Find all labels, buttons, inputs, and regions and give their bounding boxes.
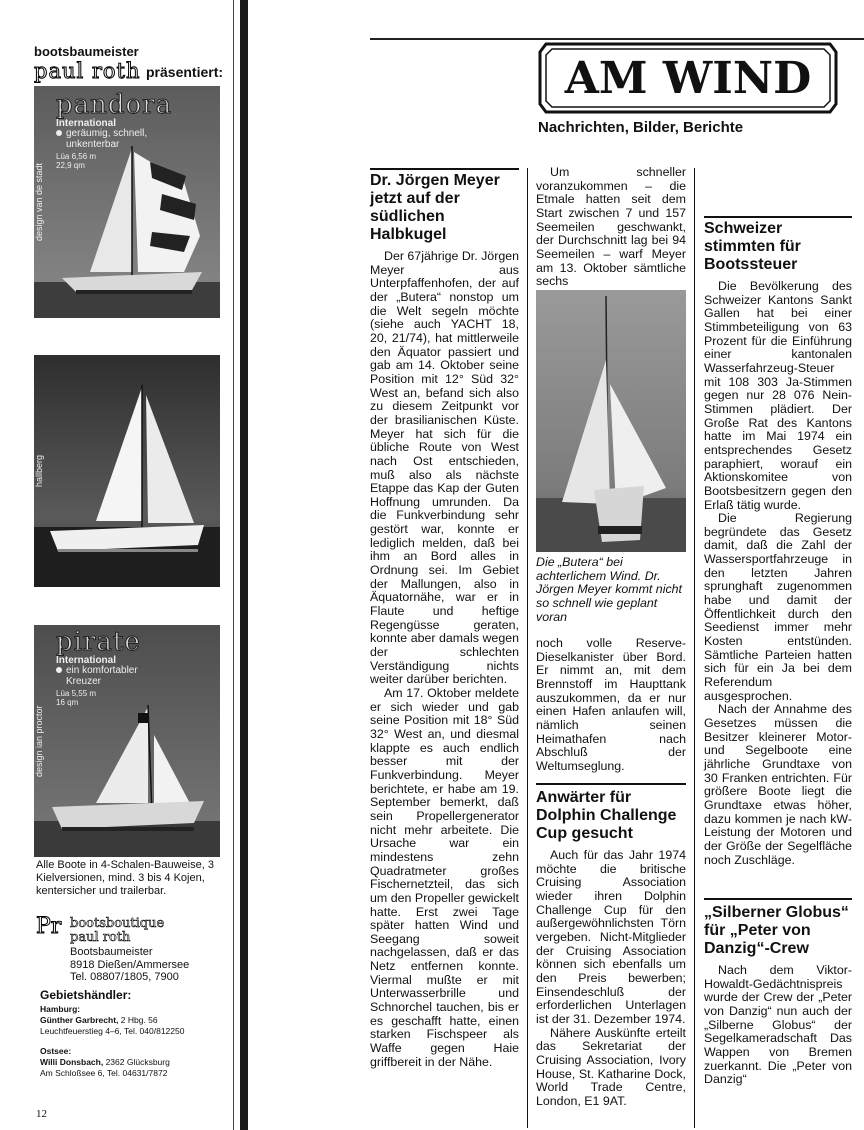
schweizer-top-rule	[704, 216, 852, 218]
pandora-name: pandora	[56, 90, 173, 120]
page-gutter	[240, 0, 248, 1130]
second-boat-image	[34, 355, 220, 587]
butera-photo	[536, 290, 686, 552]
pandora-feature-2: unkenterbar	[66, 139, 120, 150]
headline-dolphin: Anwärter für Dolphin Challenge Cup gesucht	[536, 789, 677, 842]
pirate-spec-2: 16 qm	[56, 698, 79, 707]
dealer-address: Am Schloßsee 6, Tel. 04631/7872	[40, 1068, 168, 1078]
pandora-feature-1: geräumig, schnell,	[66, 128, 148, 139]
meyer-paragraph-4: noch volle Reserve-Dieselkanister über Bord. Er nimmt an, mit dem Brennstoff im Haupttank auszukommen, da er nur einen Hafen anlaufen will, nämlich seinen Heimathafen nach Abschluß der Weltumseglung.	[536, 636, 686, 773]
dealer-name: Willi Donsbach,	[40, 1057, 104, 1067]
pirate-feature-1: ein komfortabler	[66, 665, 138, 676]
dealer-city: 2362 Glücksburg	[103, 1057, 170, 1067]
dealer-hamburg	[40, 1004, 184, 1037]
shop-address-line-1: Bootsbaumeister	[70, 946, 153, 958]
headline-globus: „Silberner Globus“ für „Peter von Danzig“-Crew	[704, 904, 849, 957]
headline-meyer: Dr. Jörgen Meyer jetzt auf der südlichen Halbkugel	[370, 172, 500, 243]
schweizer-paragraph-2: Die Regierung begründete das Gesetz damit, daß die Zahl der Wassersportfahrzeuge in den letzten Jahren sprunghaft zugenommen habe und damit der Öffentlichkeit durch den Seedienst immer mehr Kosten entstünden. Sämtliche Parteien hatten sich für ein Ja bei dem Referendum ausgesprochen.	[704, 511, 852, 703]
pirate-spec-1: Lüa 5,55 m	[56, 689, 97, 698]
dealer-ostsee	[40, 1046, 170, 1079]
butera-boat-image	[536, 290, 686, 552]
dealer-line	[40, 1057, 170, 1068]
schweizer-paragraph-3: Nach der Annahme des Gesetzes müssen die Besitzer kleinerer Motor- und Segelboote eine jährliche Grundtaxe von 30 Franken entrichten. Für größere Boote liegt die Grundtaxe etwas höher, dazu kommen je nach kW-Leistung der Motoren und der Größe der Segelfläche noch Zuschläge.	[704, 702, 852, 867]
pandora-subtitle: International	[56, 118, 117, 129]
column-divider	[527, 168, 528, 1128]
col1-top-rule	[370, 168, 519, 170]
dolphin-paragraph-2: Nähere Auskünfte erteilt das Sekretariat der Cruising Association, Ivory House, St. Katharine Dock, World Trade Centre, London, E1 9AT.	[536, 1025, 686, 1108]
second-boat-designer: hallberg	[34, 454, 44, 488]
meyer-paragraph-1: Der 67jährige Dr. Jörgen Meyer aus Unterpfaffenhofen, der auf der „Butera“ nonstop um die Welt segeln möchte (siehe auch YACHT 18, 20, 21/74), hat mittlerweile den Äquator passiert und gab am 14. Oktober seine Position mit 12° Süd 32° West an, befand sich also zu diesem Zeitpunkt vor der brasilianischen Küste. Meyer hat sich für die übliche Route von West nach Ost entschieden, muß also als nächste Etappe das Kap der Guten Hoffnung umrunden. Da die Funkverbindung sehr gestört war, konnte er lediglich melden, daß bei ihm an Bord alles in Ordnung sei. Im Gebiet der Mallungen, also in Äquatornähe, war er in Flaute und heftige Regengüsse geraten, konnte aber damals wegen der schlechten Verständigung nichts weiter darüber berichten.	[370, 249, 519, 687]
ad-photo-pirate	[34, 625, 220, 857]
column-divider	[694, 168, 695, 1128]
ad-brand: paul roth	[34, 59, 141, 83]
article-globus	[704, 904, 852, 1087]
article-meyer	[370, 172, 519, 1069]
dealer-city: 2 Hbg. 56	[118, 1015, 158, 1025]
pirate-name: pirate	[56, 627, 141, 657]
pirate-subtitle: International	[56, 655, 117, 666]
shop-name	[70, 917, 164, 945]
article-dolphin	[536, 789, 686, 1108]
header-rule	[370, 38, 864, 40]
meyer-continued	[536, 166, 686, 289]
pandora-spec-2: 22,9 qm	[56, 161, 85, 170]
logo-text: AM WIND	[564, 53, 812, 104]
am-wind-logo-frame	[538, 42, 838, 114]
dolphin-top-rule	[536, 783, 686, 785]
article-schweizer	[704, 220, 852, 867]
pandora-spec-1: Lüa 6,56 m	[56, 152, 97, 161]
dolphin-paragraph-1: Auch für das Jahr 1974 möchte die britische Cruising Association wieder ihren Dolphin Challenge Cup für den außergewöhnlichsten Törn vergeben. Nicht-Mitglieder der Cruising Association können sich ebenfalls um den Preis bewerben; Einsendeschluß der erforderlichen Unterlagen ist der 31. Dezember 1974.	[536, 848, 686, 1026]
meyer-paragraph-2: Am 17. Oktober meldete er sich wieder und gab seine Position mit 18° Süd 32° West an, und diesmal klappte es auch endlich besser mit der Funkverbindung. Meyer berichtete, er habe am 19. September bemerkt, daß sein Propellergenerator nicht mehr arbeitete. Die Ursache war ein mindestens zehn Quadratmeter großes Fischernetzteil, das sich um den Propeller gewickelt hatte. Erst zwei Tage später hatten Wind und Seegang soweit nachgelassen, daß er das Netz entfernen konnte. Viermal mußte er mit Unterwasserbrille und Schnorchel tauchen, bis er es geschafft hatte, einen starken Fischspeer als Waffe gegen Haie griffbereit in der Nähe.	[370, 686, 519, 1069]
ad-presents: präsentiert:	[146, 64, 224, 80]
butera-caption: Die „Butera“ bei achterlichem Wind. Dr. Jörgen Meyer kommt nicht so schnell wie geplant voran	[536, 555, 682, 624]
shop-address-line-3: Tel. 08807/1805, 7900	[70, 971, 179, 983]
section-subtitle: Nachrichten, Bilder, Berichte	[538, 119, 744, 136]
dealer-address: Leuchtfeuerstieg 4–6, Tel. 040/812250	[40, 1026, 185, 1036]
globus-paragraph-1: Nach dem Viktor-Howaldt-Gedächtnispreis wurde der Crew der „Peter von Danzig“ nun auch der „Silberne Globus“ der Segelkameradschaft Das Wappen von Bremen zuerkannt. Die „Peter von Danzig“	[704, 963, 852, 1087]
dealers-title: Gebietshändler:	[40, 988, 132, 1002]
schweizer-paragraph-1: Die Bevölkerung des Schweizer Kantons Sankt Gallen hat bei einer Stimmbeteiligung von 63 Prozent für die Einführung einer kantonalen Wasserfahrzeug-Steuer mit 108 303 Ja-Stimmen gegen nur 28 076 Nein-Stimmen plädiert. Der Große Rat des Kantons hatte im Mai 1974 ein entsprechendes Gesetz paraphiert, worauf ein Aktionskomitee von Bootsbesitzern gegen den Erlaß tätig wurde.	[704, 279, 852, 512]
shop-name-line-1: bootsboutique	[70, 916, 165, 931]
pr-logo: Pr	[36, 914, 62, 939]
ad-description: Alle Boote in 4-Schalen-Bauweise, 3 Kielversionen, mind. 3 bis 4 Kojen, kentersicher und trailerbar.	[36, 859, 214, 897]
page-number: 12	[36, 1108, 47, 1120]
pandora-designer: design van de stadt	[34, 162, 44, 242]
bullet-icon	[56, 130, 62, 136]
meyer-end	[536, 637, 686, 774]
shop-address	[70, 946, 189, 984]
gutter-line	[233, 0, 234, 1130]
bullet-icon	[56, 667, 62, 673]
pirate-feature-2: Kreuzer	[66, 676, 102, 687]
headline-schweizer: Schweizer stimmten für Bootssteuer	[704, 220, 801, 273]
butera-caption-block	[536, 556, 686, 624]
globus-top-rule	[704, 898, 852, 900]
shop-address-line-2: 8918 Dießen/Ammersee	[70, 958, 190, 971]
dealer-line	[40, 1015, 184, 1026]
pirate-designer: design ian proctor	[34, 705, 44, 777]
ad-photo-catamaran	[34, 355, 220, 587]
ad-kicker: bootsbaumeister	[34, 44, 139, 59]
dealer-region: Ostsee:	[40, 1046, 72, 1056]
ad-photo-pandora	[34, 86, 220, 318]
dealer-name: Günther Garbrecht,	[40, 1015, 119, 1025]
shop-name-line-2: paul roth	[70, 930, 131, 945]
meyer-paragraph-3: Um schneller voranzukommen – die Etmale hatten seit dem Start zwischen 7 und 157 Seemeilen geschwankt, der Durchschnitt lag bei 94 Seemeilen – warf Meyer am 13. Oktober sämtliche sechs	[536, 165, 686, 289]
dealer-region: Hamburg:	[40, 1004, 81, 1014]
am-wind-logo	[538, 42, 838, 114]
